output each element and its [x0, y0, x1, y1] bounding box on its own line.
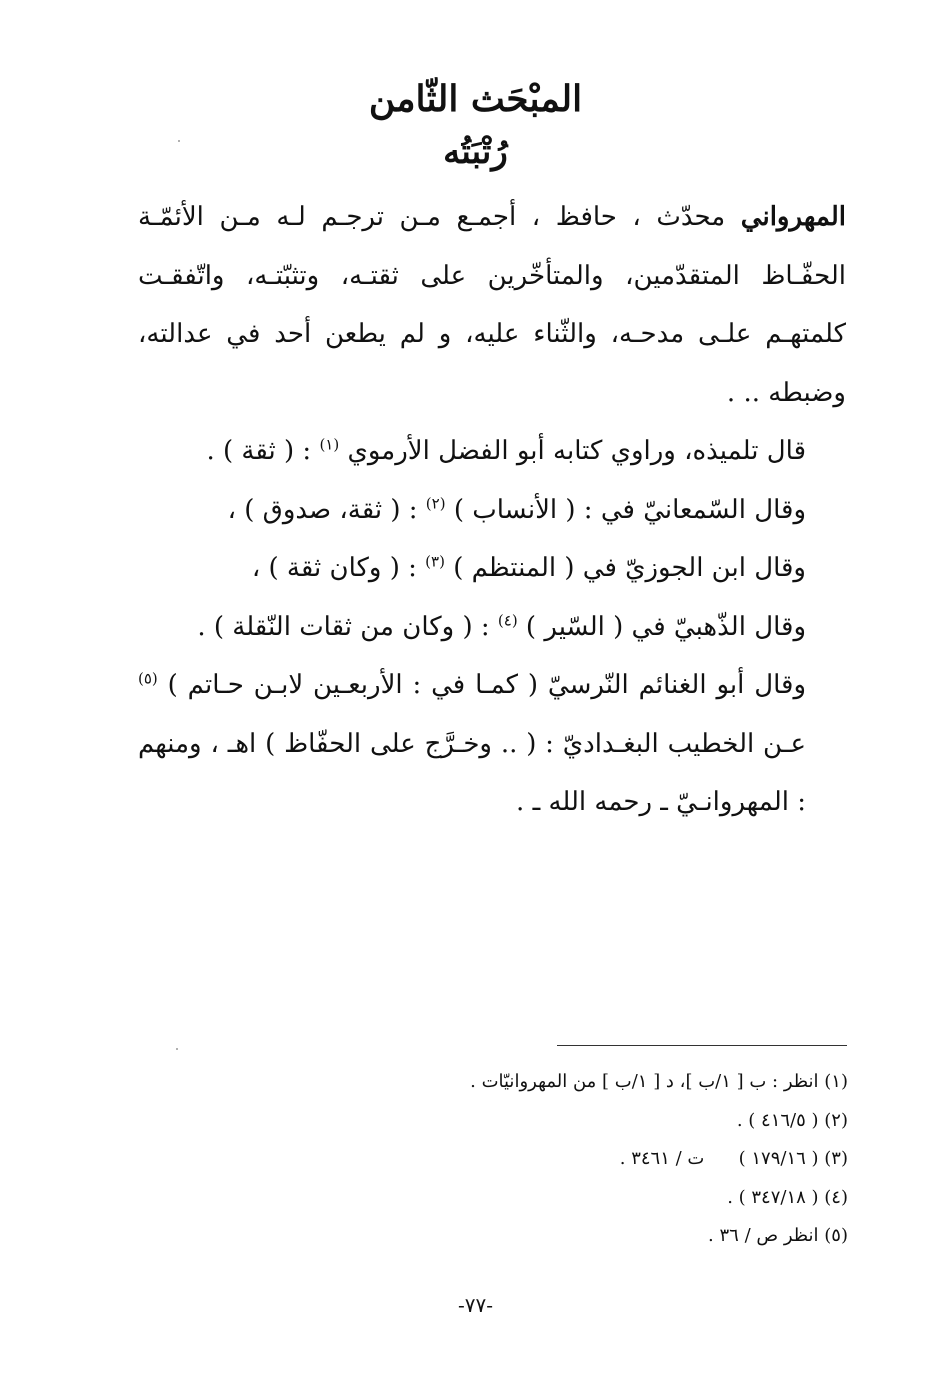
quote-line-3: [138, 539, 846, 598]
quote-1-tail: : ( ثقة ) .: [206, 436, 320, 466]
quote-3-tail: : ( وكان ثقة ) ،: [251, 553, 426, 583]
intro-paragraph: [138, 188, 846, 422]
intro-text: محدّث ، حافظ ، أجمـع مـن ترجـم لـه مـن الأئمّـة الحفّـاظ المتقدّمين، والمتأخّرين على ثقتـه، وتثبّتـه، واتّفقـت كلمتهـم علـى مدحـه، والثّناء عليه، و لم يطعن أحد في عدالته، وضبطه .. .: [138, 202, 846, 408]
quote-2-tail: : ( ثقة، صدوق ) ،: [227, 494, 426, 525]
quote-line-2: [138, 481, 846, 540]
section-title: المبْحَث الثّامن: [368, 78, 583, 120]
quote-4-tail: : ( وكان من ثقات النّقلة ) .: [197, 611, 498, 642]
body-text: [138, 188, 846, 832]
page-number: -٧٧-: [457, 1293, 493, 1317]
footnote-ref-5: (٥): [138, 669, 158, 688]
footnote-3: (٣) ( ١٧٩/١٦ ) ت / ٣٤٦١ .: [619, 1148, 848, 1169]
footnote-ref-4: (٤): [497, 610, 518, 629]
quote-line-4: [138, 598, 846, 657]
footnote-5: (٥) انظر ص / ٣٦ .: [708, 1225, 848, 1246]
bold-name: المهرواني: [740, 202, 846, 232]
quote-1-text: قال تلميذه، وراوي كتابه أبو الفضل الأرموي: [339, 436, 806, 466]
footnote-ref-2: (٢): [425, 493, 446, 512]
footnote-ref-3: (٣): [425, 552, 445, 571]
footnote-divider: [557, 1045, 847, 1046]
footnotes: [300, 1063, 848, 1256]
section-subtitle: رُتْبَتُه: [443, 132, 508, 172]
footnote-2: (٢) ( ٤١٦/٥ ) .: [736, 1109, 848, 1131]
footnote-1: (١) انظر : ب [ ١/ب ]، د [ ١/ب ] من المهروانيّات .: [470, 1071, 848, 1092]
quote-line-1: [138, 422, 846, 481]
scan-speck: [178, 140, 180, 142]
quote-4-text: وقال الذّهبيّ في ( السّير ): [517, 611, 806, 642]
footnote-4: (٤) ( ٣٤٧/١٨ ) .: [727, 1186, 848, 1208]
quote-5-text: وقال أبو الغنائم النّرسيّ ( كمـا في : الأربعـين لابـن حـاتم ): [157, 670, 806, 700]
footnote-ref-1: (١): [319, 435, 340, 454]
quote-5-tail: عـن الخطيب البغـداديّ : ( .. وخـرَّج على الحفّاظ ) اهـ ، ومنهم : المهروانـيّ ـ رحمه الله ـ .: [138, 728, 806, 817]
scan-speck: [176, 1048, 178, 1050]
quote-3-text: وقال ابن الجوزيّ في ( المنتظم ): [444, 553, 806, 583]
quote-line-5: [138, 656, 846, 832]
quote-2-text: وقال السّمعانيّ في : ( الأنساب ): [445, 494, 806, 525]
